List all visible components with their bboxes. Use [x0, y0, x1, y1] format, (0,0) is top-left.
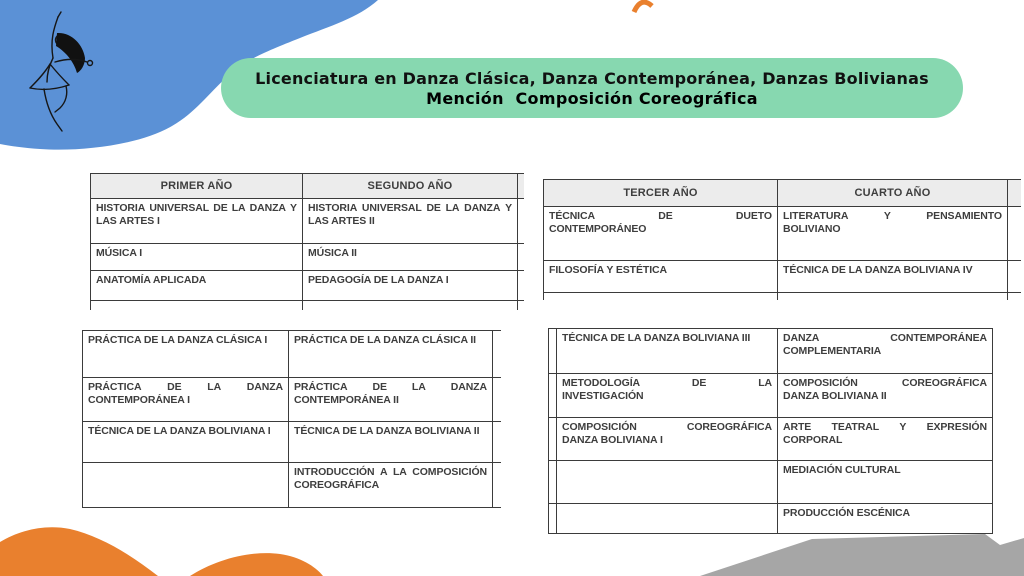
clipped-cell	[549, 374, 557, 418]
table-row	[91, 271, 525, 301]
year-header-cell: SEGUNDO AÑO	[303, 174, 518, 199]
curriculum-table-tercer-cuarto-cont	[548, 328, 994, 535]
clipped-cell	[518, 199, 525, 244]
clipped-cell	[518, 244, 525, 271]
course-cell	[557, 504, 778, 534]
clipped-cell	[303, 301, 518, 311]
course-cell: PEDAGOGÍA DE LA DANZA I	[303, 271, 518, 301]
clipped-row	[91, 301, 525, 311]
course-cell	[83, 463, 289, 508]
gray-shape	[690, 530, 1024, 576]
clipped-cell	[518, 301, 525, 311]
course-cell: METODOLOGÍA DE LA INVESTIGACIÓN	[557, 374, 778, 418]
table	[548, 328, 993, 534]
course-cell: HISTORIA UNIVERSAL DE LA DANZA Y LAS ARTES I	[91, 199, 303, 244]
course-cell: TÉCNICA DE LA DANZA BOLIVIANA I	[83, 422, 289, 463]
table-row	[544, 207, 1022, 261]
course-cell: COMPOSICIÓN COREOGRÁFICA DANZA BOLIVIANA I	[557, 418, 778, 461]
curriculum-table-tercer-cuarto	[543, 179, 1021, 300]
curriculum-table-primer-segundo	[90, 173, 524, 310]
course-cell: ANATOMÍA APLICADA	[91, 271, 303, 301]
course-cell: HISTORIA UNIVERSAL DE LA DANZA Y LAS ARTES II	[303, 199, 518, 244]
course-cell: LITERATURA Y PENSAMIENTO BOLIVIANO	[778, 207, 1008, 261]
course-cell: TÉCNICA DE LA DANZA BOLIVIANA II	[289, 422, 493, 463]
clipped-cell	[518, 174, 525, 199]
table	[90, 173, 524, 310]
table	[82, 330, 501, 508]
table-header-row	[91, 174, 525, 199]
clipped-cell	[549, 329, 557, 374]
course-cell: DANZA CONTEMPORÁNEA COMPLEMENTARIA	[778, 329, 993, 374]
course-cell	[557, 461, 778, 504]
table-row	[544, 261, 1022, 293]
table-row	[83, 463, 502, 508]
program-title-banner	[221, 58, 963, 118]
course-cell: TÉCNICA DE DUETO CONTEMPORÁNEO	[544, 207, 778, 261]
clipped-cell	[549, 418, 557, 461]
table-row	[83, 331, 502, 378]
table-row	[83, 422, 502, 463]
table-row	[549, 461, 993, 504]
year-header-cell: TERCER AÑO	[544, 180, 778, 207]
course-cell: FILOSOFÍA Y ESTÉTICA	[544, 261, 778, 293]
orange-blob-shape	[0, 520, 340, 576]
clipped-cell	[549, 461, 557, 504]
clipped-cell	[493, 422, 502, 463]
table-row	[549, 418, 993, 461]
course-cell: PRÁCTICA DE LA DANZA CLÁSICA I	[83, 331, 289, 378]
clipped-cell	[544, 293, 778, 301]
clipped-cell	[518, 271, 525, 301]
course-cell: MÚSICA I	[91, 244, 303, 271]
orange-squiggle-icon	[628, 0, 654, 14]
table-row	[83, 378, 502, 422]
course-cell: INTRODUCCIÓN A LA COMPOSICIÓN COREOGRÁFICA	[289, 463, 493, 508]
clipped-cell	[1008, 261, 1022, 293]
course-cell: PRODUCCIÓN ESCÉNICA	[778, 504, 993, 534]
year-header-cell: CUARTO AÑO	[778, 180, 1008, 207]
year-header-cell: PRIMER AÑO	[91, 174, 303, 199]
course-cell: MEDIACIÓN CULTURAL	[778, 461, 993, 504]
clipped-cell	[1008, 180, 1022, 207]
clipped-cell	[493, 378, 502, 422]
course-cell: PRÁCTICA DE LA DANZA CONTEMPORÁNEA II	[289, 378, 493, 422]
clipped-cell	[549, 504, 557, 534]
clipped-row	[544, 293, 1022, 301]
program-mention: Mención Composición Coreográfica	[426, 88, 758, 108]
course-cell: ARTE TEATRAL Y EXPRESIÓN CORPORAL	[778, 418, 993, 461]
table-row	[549, 374, 993, 418]
clipped-cell	[91, 301, 303, 311]
course-cell: MÚSICA II	[303, 244, 518, 271]
clipped-cell	[778, 293, 1008, 301]
clipped-cell	[1008, 293, 1022, 301]
course-cell: COMPOSICIÓN COREOGRÁFICA DANZA BOLIVIANA II	[778, 374, 993, 418]
table-row	[549, 504, 993, 534]
clipped-cell	[493, 331, 502, 378]
table-row	[91, 199, 525, 244]
curriculum-table-primer-segundo-cont	[82, 330, 501, 509]
table-row	[91, 244, 525, 271]
program-title: Licenciatura en Danza Clásica, Danza Contemporánea, Danzas Bolivianas	[255, 68, 929, 88]
clipped-cell	[1008, 207, 1022, 261]
table-row	[549, 329, 993, 374]
clipped-cell	[493, 463, 502, 508]
course-cell: TÉCNICA DE LA DANZA BOLIVIANA IV	[778, 261, 1008, 293]
course-cell: TÉCNICA DE LA DANZA BOLIVIANA III	[557, 329, 778, 374]
table-header-row	[544, 180, 1022, 207]
course-cell: PRÁCTICA DE LA DANZA CONTEMPORÁNEA I	[83, 378, 289, 422]
course-cell: PRÁCTICA DE LA DANZA CLÁSICA II	[289, 331, 493, 378]
table	[543, 179, 1021, 300]
